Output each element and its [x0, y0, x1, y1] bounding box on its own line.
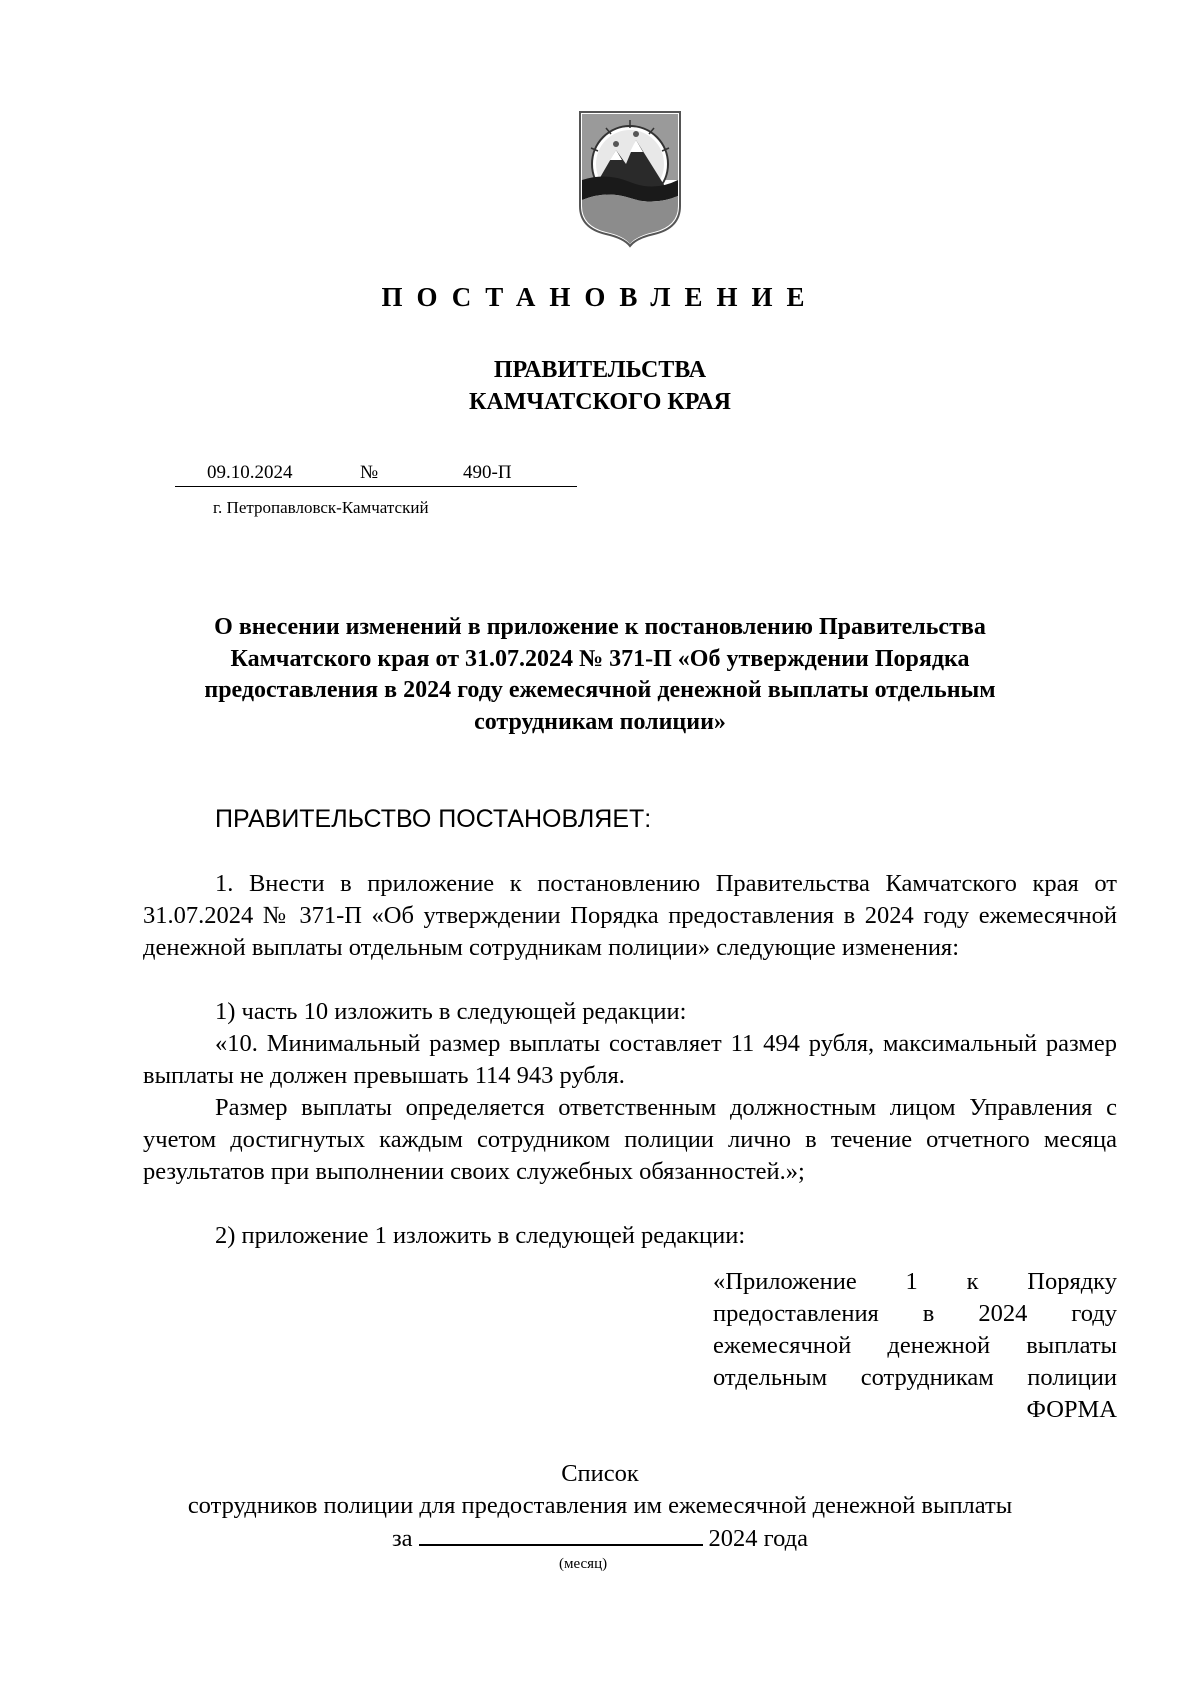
subject-line-1: О внесении изменений в приложение к постановлению Правительства	[214, 614, 986, 640]
paragraph-1-text: 1. Внести в приложение к постановлению Правительства Камчатского края от 31.07.2024 № 371-П «Об утверждении Порядка предоставления в 2024 году ежемесячной денежной выплаты отдельным сотрудникам полиции» следующие изменения:	[143, 870, 1117, 961]
subject-line-4: сотрудникам полиции»	[474, 708, 726, 735]
subject-line-2: Камчатского края от 31.07.2024 № 371-П «Об утверждении Порядка	[230, 645, 970, 672]
underline-divider	[175, 486, 577, 487]
date-number-line	[175, 462, 577, 487]
appendix-line-4: отдельным сотрудникам полиции	[713, 1364, 1117, 1391]
subject-line-3: предоставления в 2024 году ежемесячной денежной выплаты отдельным	[204, 677, 996, 703]
number-sign: №	[360, 462, 379, 483]
paragraph-5	[143, 1220, 1117, 1252]
decree-heading: ПРАВИТЕЛЬСТВО ПОСТАНОВЛЯЕТ:	[215, 805, 652, 833]
authority-line-2: КАМЧАТСКОГО КРАЯ	[468, 389, 732, 415]
period-year: 2024 года	[708, 1525, 808, 1552]
appendix-header	[713, 1266, 1117, 1426]
appendix-line-2: предоставления в 2024 году	[713, 1300, 1117, 1327]
month-caption: (месяц)	[559, 1556, 608, 1572]
authority-line-1: ПРАВИТЕЛЬСТВА	[493, 357, 707, 383]
paragraph-4	[143, 1092, 1117, 1188]
paragraph-2-text: 1) часть 10 изложить в следующей редакции:	[215, 998, 687, 1025]
city-name: г. Петропавловск-Камчатский	[213, 498, 429, 517]
issuing-authority	[0, 354, 1200, 418]
document-title: ПОСТАНОВЛЕНИЕ	[381, 282, 819, 312]
paragraph-3	[143, 1028, 1117, 1092]
list-period-line	[0, 1522, 1200, 1555]
paragraph-3-text: «10. Минимальный размер выплаты составляет 11 494 рубля, максимальный размер выплаты не должен превышать 114 943 рубля.	[143, 1030, 1117, 1089]
list-heading	[0, 1458, 1200, 1555]
coat-of-arms-icon	[576, 110, 684, 248]
appendix-line-1: «Приложение 1 к Порядку	[713, 1268, 1117, 1295]
paragraph-4-text: Размер выплаты определяется ответственным должностным лицом Управления с учетом достигнутых каждым сотрудником полиции лично в течение отчетного месяца результатов при выполнении своих служебных обязанностей.»;	[143, 1094, 1117, 1185]
paragraph-5-text: 2) приложение 1 изложить в следующей редакции:	[215, 1222, 746, 1249]
paragraph-2	[143, 996, 1117, 1028]
period-for-word: за	[391, 1525, 413, 1552]
appendix-line-3: ежемесячной денежной выплаты	[713, 1332, 1117, 1359]
form-label: ФОРМА	[1026, 1396, 1117, 1423]
list-title: Список	[561, 1460, 639, 1487]
document-date: 09.10.2024	[207, 462, 293, 483]
paragraph-1	[143, 868, 1117, 964]
month-blank-field	[419, 1522, 703, 1546]
document-subject	[150, 612, 1050, 738]
document-number: 490-П	[463, 462, 512, 483]
list-subtitle: сотрудников полиции для предоставления им ежемесячной денежной выплаты	[187, 1492, 1013, 1519]
